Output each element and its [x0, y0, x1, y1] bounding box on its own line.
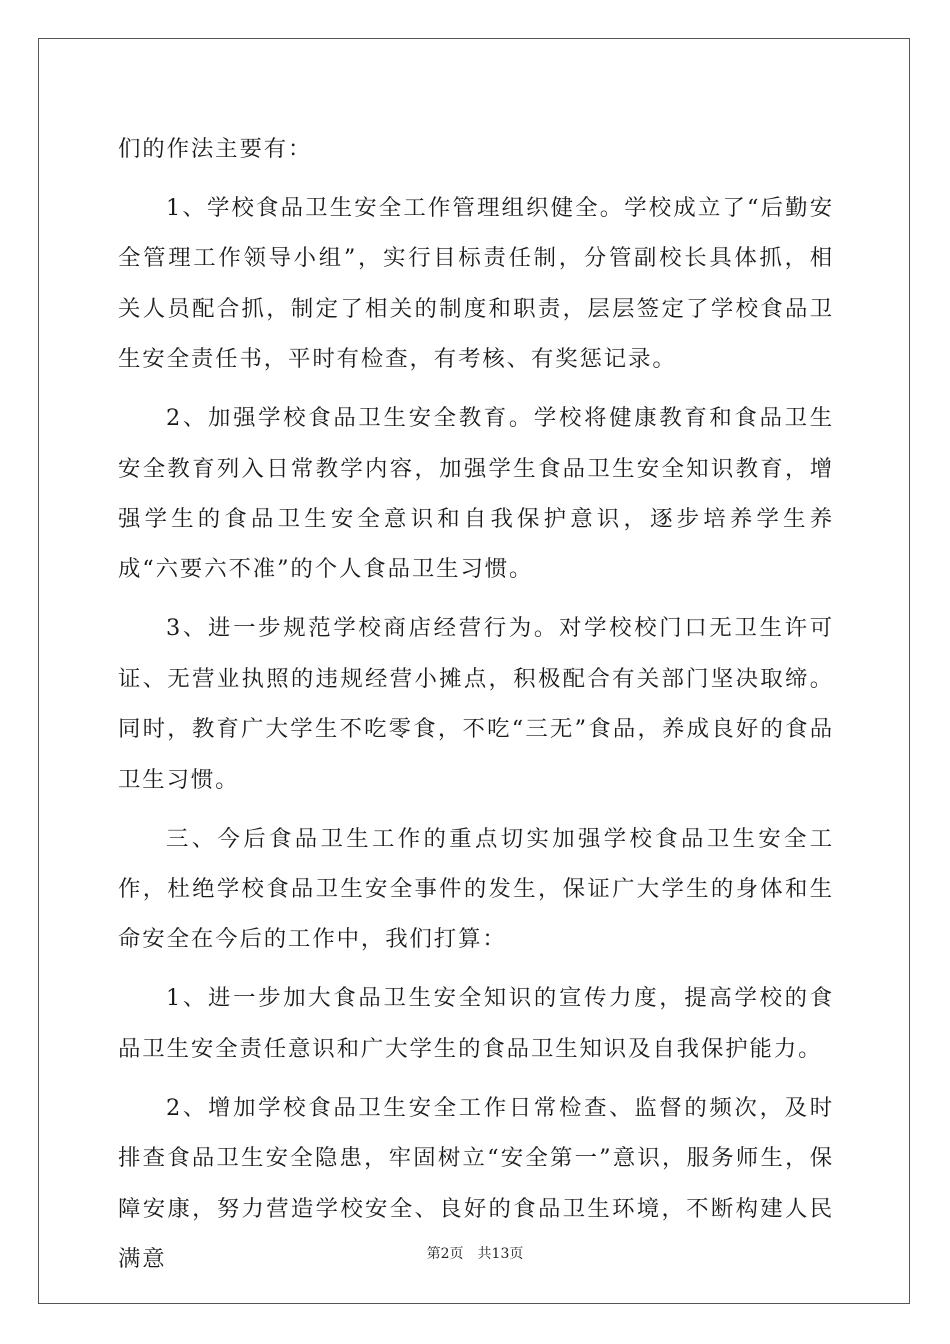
page-number: 第2页	[426, 1246, 464, 1262]
paragraph-plan-2: 2、增加学校食品卫生安全工作日常检查、监督的频次，及时排查食品卫生安全隐患，牢固树立“安全第一”意识，服务师生，保障安康，努力营造学校安全、良好的食品卫生环境，不断构建人民满意	[118, 1094, 834, 1273]
paragraph-item-3: 3、进一步规范学校商店经营行为。对学校校门口无卫生许可证、无营业执照的违规经营小摊点，积极配合有关部门坚决取缔。同时，教育广大学生不吃零食，不吃“三无”食品，养成良好的食品卫生习惯。	[118, 615, 834, 793]
document-body	[118, 124, 834, 1293]
page-footer	[0, 1244, 950, 1264]
paragraph-continuation: 们的作法主要有：	[118, 136, 313, 162]
paragraph-plan-1: 1、进一步加大食品卫生安全知识的宣传力度，提高学校的食品卫生安全责任意识和广大学生的食品卫生知识及自我保护能力。	[118, 985, 834, 1062]
paragraph-section-3: 三、今后食品卫生工作的重点切实加强学校食品卫生安全工作，杜绝学校食品卫生安全事件的发生，保证广大学生的身体和生命安全在今后的工作中，我们打算：	[118, 825, 834, 953]
paragraph-item-2: 2、加强学校食品卫生安全教育。学校将健康教育和食品卫生安全教育列入日常教学内容，加强学生食品卫生安全知识教育，增强学生的食品卫生安全意识和自我保护意识，逐步培养学生养成“六要六不准”的个人食品卫生习惯。	[118, 405, 834, 583]
paragraph-item-1: 1、学校食品卫生安全工作管理组织健全。学校成立了“后勤安全管理工作领导小组”，实行目标责任制，分管副校长具体抓，相关人员配合抓，制定了相关的制度和职责，层层签定了学校食品卫生安全责任书，平时有检查，有考核、有奖惩记录。	[118, 195, 834, 373]
page-total: 共13页	[477, 1246, 524, 1262]
